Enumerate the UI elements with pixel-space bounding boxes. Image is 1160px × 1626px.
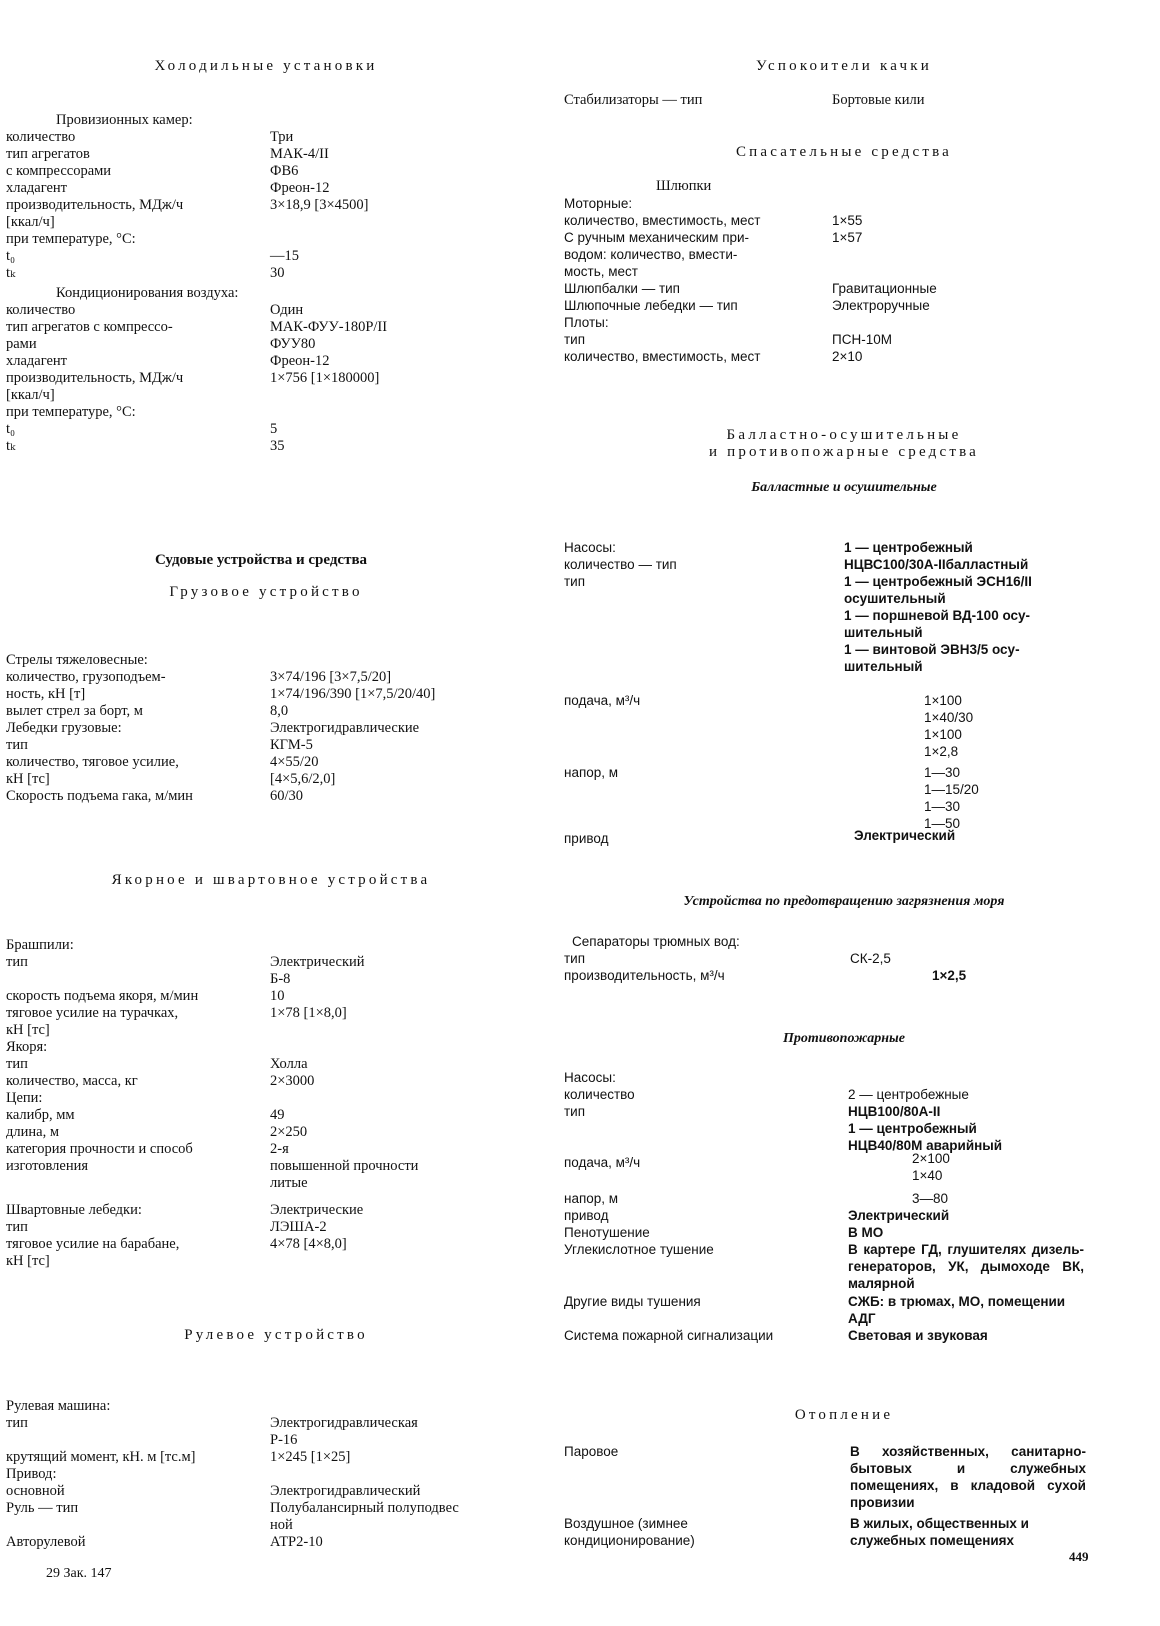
fire-type-row: тип (564, 1104, 586, 1119)
spec-value: Полубалансирный полуподвес (270, 1500, 459, 1516)
spec-value: 3×18,9 [3×4500] (270, 197, 369, 213)
spec-value: КГМ-5 (270, 737, 313, 753)
spec-label: тип (6, 1415, 28, 1431)
separator-cap-row: производительность, м³/ч 1×2,5 (564, 968, 967, 983)
spec-row (6, 1073, 526, 1090)
spec-label: количество (6, 129, 76, 145)
co2-row: Углекислотное тушение В картере ГД, глушителях дизель-генераторов, УК, дымоходе ВК, малярной (564, 1242, 1084, 1291)
value-line: 1—30 (924, 799, 961, 814)
ballast-subtitle: Балластные и осушительные (751, 480, 937, 495)
ballast-flows (924, 692, 973, 760)
pollution-block (564, 933, 1084, 984)
fire-flow-block (564, 1151, 1084, 1183)
spec-label: изготовления (6, 1158, 89, 1174)
value-line: 1×100 (924, 693, 962, 708)
spec-value: Электрические (270, 1202, 364, 1218)
value-line: 1×40 (912, 1168, 943, 1183)
roll-title: Успокоители качки (756, 58, 932, 74)
fire-lines (564, 1190, 1084, 1361)
spec-value: Б-8 (270, 971, 291, 987)
spec-label: тип агрегатов (6, 146, 90, 162)
foam-row: Пенотушение В МО (564, 1225, 884, 1240)
spec-row (6, 971, 526, 988)
spec-row (6, 319, 526, 336)
fire-drive-row: привод Электрический (564, 1208, 950, 1223)
spec-row (564, 314, 1084, 331)
spec-row (6, 370, 526, 387)
fire-block (564, 1069, 1084, 1153)
fire-head-row: напор, м 3—80 (564, 1191, 949, 1206)
fire-qty-row: количество 2 — центробежные (564, 1087, 969, 1102)
spec-label: количество, грузоподъем- (6, 669, 166, 685)
spec-row (6, 988, 526, 1005)
spec-label: количество, тяговое усилие, (6, 754, 179, 770)
spec-value: 2-я (270, 1141, 289, 1157)
ballast-drive-value: Электрический (854, 828, 956, 843)
spec-label: мость, мест (564, 264, 638, 279)
spec-row (6, 163, 526, 180)
ballast-title-1: Балластно-осушительные (726, 427, 962, 443)
spec-label: тип (6, 737, 28, 753)
spec-row (6, 1534, 526, 1551)
spec-label: [ккал/ч] (6, 387, 55, 403)
spec-row (6, 788, 526, 805)
spec-label: тип (6, 954, 28, 970)
spec-row (6, 669, 526, 686)
pollution-title: Устройства по предотвращению загрязнения моря (683, 894, 1005, 909)
spec-label: t₀ (6, 421, 16, 437)
spec-value: Электрогидравлический (270, 1483, 421, 1499)
spec-label: количество, вместимость, мест (564, 349, 761, 364)
spec-value: 10 (270, 988, 285, 1004)
heating-block (564, 1443, 1084, 1549)
spec-row (6, 1107, 526, 1124)
spec-label: Руль — тип (6, 1500, 79, 1516)
spec-label: хладагент (6, 180, 68, 196)
cold-prov-head: Провизионных камер: (56, 112, 193, 128)
cold-cond-table (6, 302, 526, 455)
roll-label: Стабилизаторы — тип (564, 92, 703, 108)
ballast-type-row: тип (564, 574, 586, 589)
value-line: 2×100 (912, 1151, 950, 1166)
steam-row: Паровое В хозяйственных, санитарно-бытовых и служебных помещениях, в кладовой сухой провизии (564, 1444, 1086, 1510)
spec-value: ЛЭША-2 (270, 1219, 327, 1235)
spec-label: Лебедки грузовые: (6, 720, 122, 736)
spec-row (6, 129, 526, 146)
spec-row (6, 1158, 526, 1175)
spec-label: Привод: (6, 1466, 57, 1482)
spec-label: ность, кН [т] (6, 686, 86, 702)
spec-value: ФУУ80 (270, 336, 316, 352)
roll-value: Бортовые кили (832, 92, 925, 108)
spec-value: Три (270, 129, 294, 145)
spec-label: Авторулевой (6, 1534, 86, 1550)
spec-label: производительность, МДж/ч (6, 370, 184, 386)
spec-label: при температуре, °С: (6, 231, 136, 247)
spec-value: МАК-ФУУ-180Р/II (270, 319, 388, 335)
spec-label: с компрессорами (6, 163, 112, 179)
spec-row (6, 652, 526, 669)
spec-label: Шлюпочные лебедки — тип (564, 298, 738, 313)
spec-row (6, 1466, 526, 1483)
spec-label: кН [тс] (6, 771, 50, 787)
value-line: НЦВ40/80М аварийный (848, 1138, 1003, 1153)
spec-row (6, 421, 526, 438)
spec-label: Швартовные лебедки: (6, 1202, 142, 1218)
value-line: 1 — центробежный ЭСН16/II (844, 574, 1032, 589)
spec-value: 1×57 (832, 230, 863, 245)
spec-row (564, 195, 1084, 212)
spec-value: [4×5,6/2,0] (270, 771, 336, 787)
ballast-flow-block (564, 692, 1084, 759)
spec-label: калибр, мм (6, 1107, 75, 1123)
roll-row (564, 92, 1084, 109)
spec-label: Плоты: (564, 315, 609, 330)
value-line: НЦВС100/30А-IIбалластный (844, 557, 1029, 572)
value-line: 1 — центробежный (848, 1121, 977, 1136)
spec-value: Р-16 (270, 1432, 298, 1448)
spec-label: tₖ (6, 438, 16, 454)
spec-row (6, 1219, 526, 1236)
separator-head: Сепараторы трюмных вод: (572, 934, 740, 949)
anchor-table (6, 937, 526, 1192)
spec-label: количество, вместимость, мест (564, 213, 761, 228)
spec-row (564, 280, 1084, 297)
boats-head: Шлюпки (656, 178, 712, 194)
spec-label: Скорость подъема гака, м/мин (6, 788, 193, 804)
spec-label: скорость подъема якоря, м/мин (6, 988, 199, 1004)
value-line: 1×2,8 (924, 744, 959, 759)
spec-row (6, 146, 526, 163)
spec-value: Холла (270, 1056, 308, 1072)
spec-label: Якоря: (6, 1039, 48, 1055)
other-fire-row: Другие виды тушения СЖБ: в трюмах, МО, помещении АДГ (564, 1294, 1066, 1326)
spec-label: водом: количество, вмести- (564, 247, 738, 262)
spec-row (6, 1415, 526, 1432)
spec-row (6, 1432, 526, 1449)
spec-value: Электрогидравлическая (270, 1415, 418, 1431)
spec-value: Фреон-12 (270, 353, 330, 369)
spec-label: длина, м (6, 1124, 59, 1140)
rescue-title: Спасательные средства (735, 144, 953, 160)
value-line: 1×100 (924, 727, 962, 742)
cargo-title: Грузовое устройство (169, 584, 363, 600)
spec-label: кН [тс] (6, 1022, 50, 1038)
spec-value: Электрический (270, 954, 365, 970)
spec-row (6, 1141, 526, 1158)
spec-row (6, 754, 526, 771)
spec-row (6, 1449, 526, 1466)
ballast-block (564, 539, 1084, 674)
spec-value: повышенной прочности (270, 1158, 419, 1174)
value-line: шительный (844, 625, 923, 640)
spec-row (6, 1202, 526, 1219)
ballast-title-2: и противопожарные средства (708, 444, 980, 460)
ballast-head-block (564, 764, 1084, 831)
heating-title: Отопление (794, 1407, 894, 1423)
spec-value: —15 (270, 248, 299, 264)
spec-row (6, 1253, 526, 1270)
spec-row (6, 1056, 526, 1073)
value-line: шительный (844, 659, 923, 674)
spec-value: ФВ6 (270, 163, 299, 179)
fire-flow-row: подача, м³/ч (564, 1155, 641, 1170)
spec-row (6, 197, 526, 214)
spec-label: тип (6, 1056, 28, 1072)
spec-row (6, 720, 526, 737)
spec-label: Цепи: (6, 1090, 43, 1106)
ballast-pumps-head: Насосы: (564, 540, 616, 555)
spec-value: 4×55/20 (270, 754, 319, 770)
spec-row (564, 297, 1084, 314)
spec-value: 1×74/196/390 [1×7,5/20/40] (270, 686, 436, 702)
spec-value: 49 (270, 1107, 285, 1123)
spec-label: Шлюпбалки — тип (564, 281, 680, 296)
ballast-types (844, 539, 1032, 675)
spec-row (6, 771, 526, 788)
page-number: 449 (1069, 1549, 1089, 1564)
spec-row (564, 263, 1084, 280)
spec-value: МАК-4/II (270, 146, 329, 162)
spec-row (564, 348, 1084, 365)
mooring-table (6, 1202, 526, 1270)
spec-value: ной (270, 1517, 293, 1533)
spec-value: 30 (270, 265, 285, 281)
fire-types (848, 1103, 1002, 1154)
spec-row (6, 1039, 526, 1056)
spec-label: тип (564, 332, 586, 347)
spec-row (6, 353, 526, 370)
cold-cond-head: Кондиционирования воздуха: (56, 285, 239, 301)
fire-pumps-head: Насосы: (564, 1070, 616, 1085)
value-line: осушительный (844, 591, 946, 606)
spec-row (6, 1483, 526, 1500)
spec-row (6, 737, 526, 754)
spec-row (6, 1124, 526, 1141)
rescue-table (564, 195, 1084, 365)
cold-prov-table (6, 129, 526, 282)
spec-row (6, 1500, 526, 1517)
spec-label: количество, масса, кг (6, 1073, 138, 1089)
value-line: 1 — винтовой ЭВН3/5 осу- (844, 642, 1020, 657)
ballast-head-row: напор, м (564, 765, 619, 780)
value-line: 1—50 (924, 816, 961, 831)
spec-row (6, 703, 526, 720)
spec-row (564, 229, 1084, 246)
spec-row (6, 302, 526, 319)
spec-row (6, 686, 526, 703)
spec-value: 1×55 (832, 213, 863, 228)
spec-label: количество (6, 302, 76, 318)
alarm-row: Система пожарной сигнализации Световая и звуковая (564, 1328, 988, 1343)
ballast-qty-row: количество — тип (564, 557, 677, 572)
cold-title: Холодильные установки (154, 58, 378, 74)
spec-row (6, 954, 526, 971)
spec-label: производительность, МДж/ч (6, 197, 184, 213)
spec-label: t₀ (6, 248, 16, 264)
spec-row (6, 231, 526, 248)
value-line: 1—30 (924, 765, 961, 780)
spec-label: тип агрегатов с компрессо- (6, 319, 173, 335)
spec-value: 2×250 (270, 1124, 308, 1140)
value-line: НЦВ100/80А-II (848, 1104, 941, 1119)
value-line: 1—15/20 (924, 782, 979, 797)
spec-value: 8,0 (270, 703, 289, 719)
spec-row (6, 180, 526, 197)
spec-row (564, 212, 1084, 229)
spec-row (6, 1398, 526, 1415)
spec-value: литые (270, 1175, 308, 1191)
spec-row (6, 438, 526, 455)
value-line: 1 — поршневой ВД-100 осу- (844, 608, 1031, 623)
spec-label: кН [тс] (6, 1253, 50, 1269)
spec-label: Рулевая машина: (6, 1398, 111, 1414)
cargo-table (6, 652, 526, 805)
ballast-heads (924, 764, 979, 832)
spec-value: ПСН-10М (832, 332, 892, 347)
spec-row (6, 1022, 526, 1039)
spec-label: вылет стрел за борт, м (6, 703, 143, 719)
spec-value: 1×245 [1×25] (270, 1449, 351, 1465)
spec-row (6, 387, 526, 404)
spec-label: Стрелы тяжеловесные: (6, 652, 148, 668)
spec-label: крутящий момент, кН. м [тс.м] (6, 1449, 196, 1465)
spec-value: Гравитационные (832, 281, 937, 296)
spec-label: хладагент (6, 353, 68, 369)
spec-label: тип (6, 1219, 28, 1235)
spec-value: 60/30 (270, 788, 304, 804)
spec-value: 5 (270, 421, 278, 437)
spec-label: категория прочности и способ (6, 1141, 193, 1157)
spec-value: 1×756 [1×180000] (270, 370, 380, 386)
value-line: 1×40/30 (924, 710, 974, 725)
spec-value: Фреон-12 (270, 180, 330, 196)
ballast-flow-row: подача, м³/ч (564, 693, 641, 708)
air-row: Воздушное (зимнее кондиционирование) В жилых, общественных и служебных помещениях (564, 1516, 1029, 1548)
separator-type-row: тип СК-2,5 (564, 951, 891, 966)
steer-title: Рулевое устройство (184, 1327, 368, 1343)
anchor-title: Якорное и швартовное устройства (111, 872, 431, 888)
spec-value: 4×78 [4×8,0] (270, 1236, 347, 1252)
spec-row (6, 937, 526, 954)
spec-label: [ккал/ч] (6, 214, 55, 230)
ballast-drive-row: привод Электрический (564, 828, 956, 846)
spec-value: 2×3000 (270, 1073, 315, 1089)
spec-row (6, 336, 526, 353)
spec-row (6, 1090, 526, 1107)
spec-label: тяговое усилие на турачках, (6, 1005, 179, 1021)
spec-value: Электрогидравлические (270, 720, 420, 736)
spec-label: Моторные: (564, 196, 633, 211)
spec-label: tₖ (6, 265, 16, 281)
spec-row (564, 246, 1084, 263)
value-line: 1 — центробежный (844, 540, 973, 555)
spec-label: тяговое усилие на барабане, (6, 1236, 180, 1252)
spec-row (6, 265, 526, 282)
spec-row (6, 1517, 526, 1534)
spec-row (564, 331, 1084, 348)
steer-table (6, 1398, 526, 1551)
footer-note: 29 Зак. 147 (46, 1566, 112, 1581)
spec-value: 35 (270, 438, 285, 454)
spec-value: 2×10 (832, 349, 863, 364)
spec-row (6, 1236, 526, 1253)
spec-label: С ручным механическим при- (564, 230, 750, 245)
fire-flows (912, 1150, 950, 1184)
spec-value: Электроручные (832, 298, 930, 313)
spec-value: 1×78 [1×8,0] (270, 1005, 347, 1021)
spec-row (6, 214, 526, 231)
spec-label: основной (6, 1483, 65, 1499)
ship-title: Судовые устройства и средства (154, 552, 368, 568)
spec-row (6, 1175, 526, 1192)
spec-value: Один (270, 302, 304, 318)
spec-row (6, 404, 526, 421)
spec-row (6, 248, 526, 265)
fire-title: Противопожарные (783, 1031, 905, 1046)
spec-row (6, 1005, 526, 1022)
spec-label: Брашпили: (6, 937, 74, 953)
spec-label: при температуре, °С: (6, 404, 136, 420)
spec-value: АТР2-10 (270, 1534, 323, 1550)
spec-label: рами (6, 336, 37, 352)
spec-value: 3×74/196 [3×7,5/20] (270, 669, 392, 685)
